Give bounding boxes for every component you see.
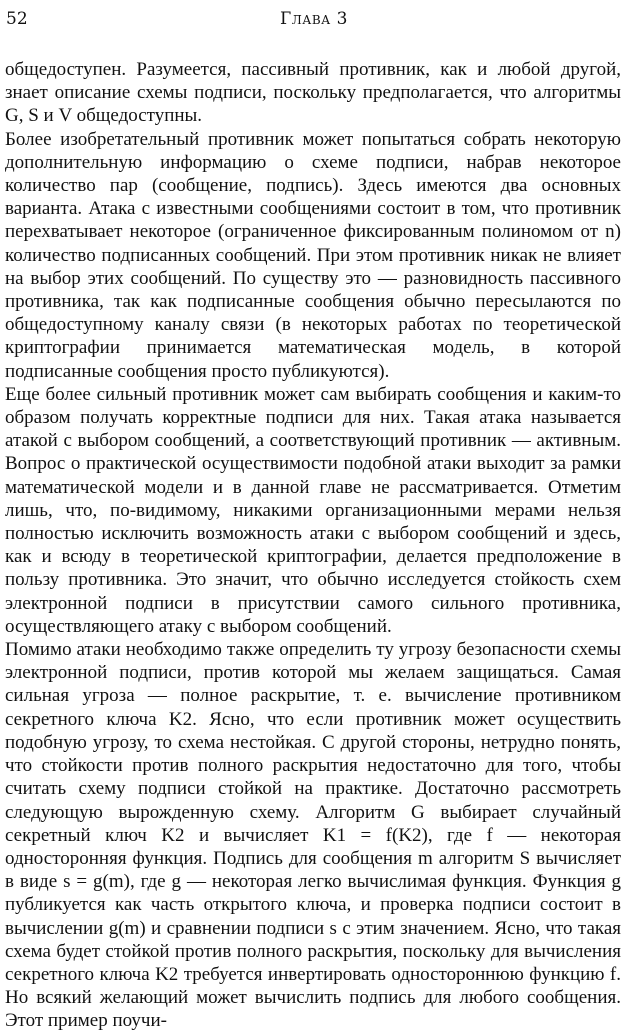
paragraph-2: Более изобретательный противник может попытаться собрать некоторую дополнительную информацию о схеме подписи, набрав некоторое количество пар (сообщение, подпись). Здесь имеются два основных варианта. Атака с известными сообщениями состоит в том, что противник перехватывает некоторое (ограниченное фиксированным полиномом от n) количество подписанных сообщений. При этом противник никак не влияет на выбор этих сообщений. По существу это — разновидность пассивного противника, так как подписанные сообщения обычно пересылаются по общедоступному каналу связи (в некоторых работах по теоретической криптографии принимается математическая модель, в которой подписанные сообщения просто публикуются). (5, 128, 621, 382)
paragraph-1: общедоступен. Разумеется, пассивный противник, как и любой другой, знает описание схемы подписи, поскольку предполагается, что алгоритмы G, S и V общедоступны. (5, 59, 621, 127)
page-header (6, 4, 622, 34)
paragraph-4: Помимо атаки необходимо также определить ту угрозу безопасности схемы электронной подписи, против которой мы желаем защищаться. Самая сильная угроза — полное раскрытие, т. е. вычисление противником секретного ключа K2. Ясно, что если противник может осуществить подобную угрозу, то схема нестойкая. С другой стороны, нетрудно понять, что стойкости против полного раскрытия недостаточно для того, чтобы считать схему подписи стойкой на практике. Достаточно рассмотреть следующую вырожденную схему. Алгоритм G выбирает случайный секретный ключ K2 и вычисляет K1 = f(K2), где f — некоторая односторонняя функция. Подпись для сообщения m алгоритм S вычисляет в виде s = g(m), где g — некоторая легко вычислимая функция. Функция g публикуется как часть открытого ключа, и проверка подписи состоит в вычислении g(m) и сравнении подписи s с этим значением. Ясно, что такая схема будет стойкой против полного раскрытия, поскольку для вычисления секретного ключа K2 требуется инвертировать одностороннюю функцию f. Но всякий желающий может вычислить подпись для любого сообщения. Этот пример поучи- (5, 639, 621, 1032)
paragraph-3: Еще более сильный противник может сам выбирать сообщения и каким-то образом получать корректные подписи для них. Такая атака называется атакой с выбором сообщений, а соответствующий противник — активным. Вопрос о практической осуществимости подобной атаки выходит за рамки математической модели и в данной главе не рассматривается. Отметим лишь, что, по-видимому, никакими организационными мерами нельзя полностью исключить возможность атаки с выбором сообщений и здесь, как и всюду в теоретической криптографии, делается предположение в пользу противника. Это значит, что обычно исследуется стойкость схем электронной подписи в присутствии самого сильного противника, осуществляющего атаку с выбором сообщений. (5, 383, 621, 637)
page-number: 52 (6, 9, 28, 29)
running-head: Глава 3 (280, 9, 348, 29)
body-text (5, 58, 621, 1033)
